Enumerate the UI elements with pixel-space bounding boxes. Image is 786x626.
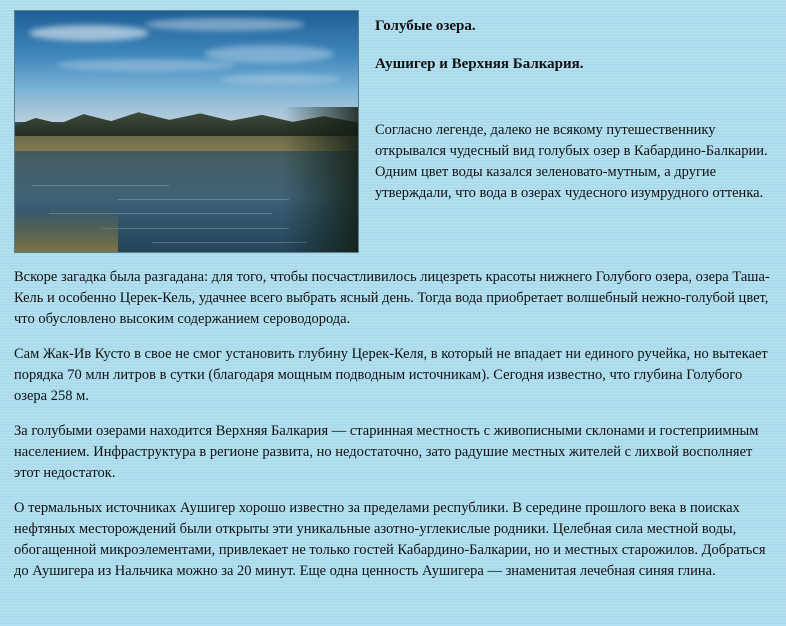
body-paragraph: Вскоре загадка была разгадана: для того, чтобы посчастливилось лицезреть красоты нижнего Голубого озера, озера Таша-Кель и особенно Церек-Кель, удачнее всего выбрать ясный день. Тогда вода приобретает волшебный нежно-голубой цвет, что обусловлено высоким содержанием сероводорода. <box>14 269 770 327</box>
body-paragraph: О термальных источниках Аушигер хорошо известно за пределами республики. В середине прошлого века в поисках нефтяных месторождений были открыты эти уникальные азотно-углекислые родники. Целебная сила местной воды, обогащенной микроэлементами, привлекает не только гостей Кабардино-Балкарии, но и местных старожилов. Добраться до Аушигера из Нальчика можно за 20 минут. Еще одна ценность Аушигера — знаменитая лечебная синяя глина. <box>14 500 766 579</box>
photo-grass <box>15 209 118 252</box>
body-paragraph: Сам Жак-Ив Кусто в свое не смог установить глубину Церек-Келя, в который не впадает ни единого ручейка, но вытекает порядка 70 млн литров в сутки (благодаря мощным подводным источникам). Сегодня известно, что глубина Голубого озера 258 м. <box>14 346 768 404</box>
water-ripple <box>32 185 169 186</box>
cloud-icon <box>204 45 334 63</box>
cloud-icon <box>221 74 341 84</box>
photo-right-shore <box>283 107 358 252</box>
water-ripple <box>101 228 290 229</box>
article-intro-column <box>375 10 772 204</box>
article-photo <box>14 10 359 253</box>
article-header-row <box>14 10 772 253</box>
article-body <box>14 267 772 582</box>
page-subtitle: Аушигер и Верхняя Балкария. <box>375 56 584 72</box>
body-paragraph: За голубыми озерами находится Верхняя Балкария — старинная местность с живописными склонами и гостеприимным населением. Инфраструктура в регионе развита, но недостаточно, зато радушие местных жителей с лихвой восполняет этот недостаток. <box>14 423 759 481</box>
page-title: Голубые озера. <box>375 18 476 34</box>
lake-photo-illustration <box>15 11 358 252</box>
water-ripple <box>118 199 290 200</box>
intro-paragraph: Согласно легенде, далеко не всякому путешественнику открывался чудесный вид голубых озер в Кабардино-Балкарии. Одним цвет воды казался зеленовато-мутным, а другие утверждали, что вода в озерах чудесного изумрудного оттенка. <box>375 122 768 201</box>
